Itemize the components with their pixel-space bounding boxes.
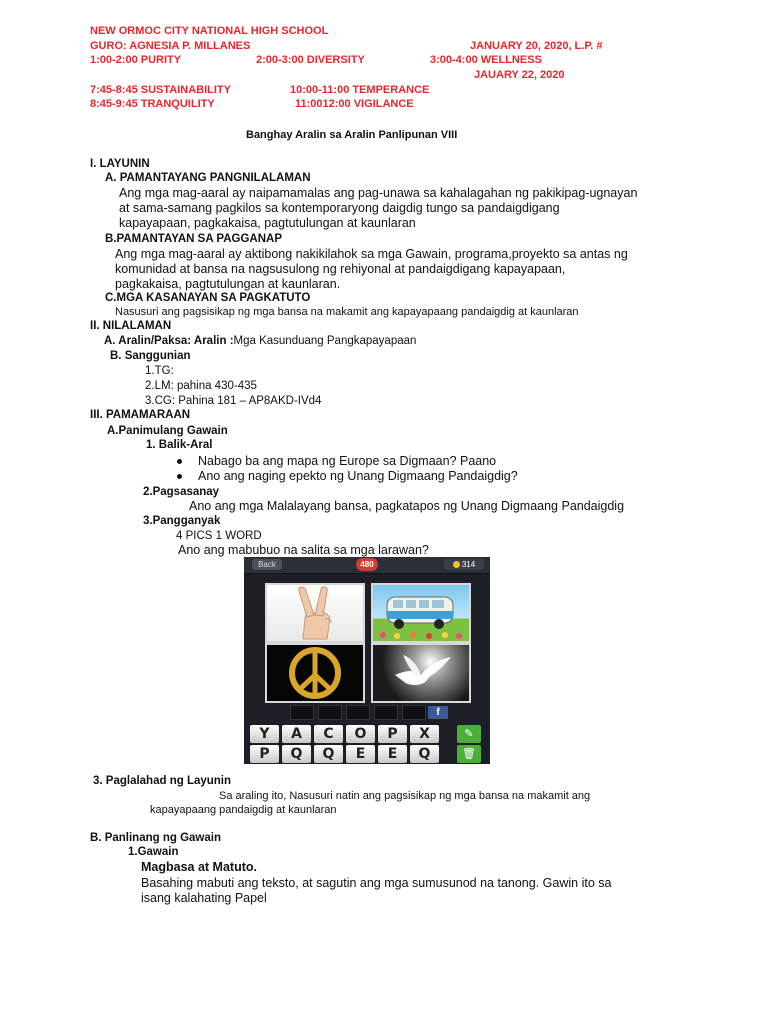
pics-label: 4 PICS 1 WORD <box>176 530 262 542</box>
facebook-icon: f <box>428 706 448 719</box>
teacher-name: GURO: AGNESIA P. MILLANES <box>90 40 251 52</box>
answer-slot <box>318 705 342 720</box>
paragraph-line: kapayapaan, pagkakaisa, pagtutulungan at kaunlaran <box>119 216 416 230</box>
coin-icon <box>453 561 460 568</box>
paragraph-line: pagkakaisa, pagtutulungan at kaunlaran. <box>115 277 341 291</box>
peace-van-icon <box>371 583 471 643</box>
schedule-purity: 1:00-2:00 PURITY <box>90 54 182 66</box>
letter-key: P <box>250 745 279 763</box>
schedule-sustainability: 7:45-8:45 SUSTAINABILITY <box>90 84 231 96</box>
balik-aral-heading: 1. Balik-Aral <box>146 439 213 451</box>
bullet-item: Nabago ba ang mapa ng Europe sa Digmaan? Paano <box>198 454 497 468</box>
school-name: NEW ORMOC CITY NATIONAL HIGH SCHOOL <box>90 25 329 37</box>
aralin-paksa-value: Mga Kasunduang Pangkapayapaan <box>233 335 417 347</box>
letter-key: A <box>282 725 311 743</box>
game-coins <box>444 559 484 570</box>
answer-slot <box>346 705 370 720</box>
aralin-paksa <box>104 334 416 348</box>
letter-key: Q <box>314 745 343 763</box>
paragraph-line: isang kalahating Papel <box>141 891 267 905</box>
section-layunin-heading: I. LAYUNIN <box>90 158 150 170</box>
gawain-heading: 1.Gawain <box>128 846 179 858</box>
reference-item: 3.CG: Pahina 181 – AP8AKD-IVd4 <box>145 395 322 407</box>
letter-key: E <box>346 745 375 763</box>
schedule-tranquility: 8:45-9:45 TRANQUILITY <box>90 98 215 110</box>
pamantayan-sa-pagganap-heading: B.PAMANTAYAN SA PAGGANAP <box>105 233 282 245</box>
paragraph-line: Ang mga mag-aaral ay naipamamalas ang pag-unawa sa kahalagahan ng pakikipag-ugnayan <box>119 186 638 200</box>
game-level-badge: 480 <box>356 558 378 571</box>
paragraph-line: Ang mga mag-aaral ay aktibong nakikilahok sa mga Gawain, programa,proyekto sa antas ng <box>115 247 628 261</box>
section-pamamaraan-heading: III. PAMAMARAAN <box>90 409 191 421</box>
lesson-date: JANUARY 20, 2020, L.P. # <box>470 40 603 52</box>
peace-symbol-icon <box>265 643 365 703</box>
letter-key: Y <box>250 725 279 743</box>
paragraph-line: Sa araling ito, Nasusuri natin ang pagsisikap ng mga bansa na makamit ang <box>219 790 591 802</box>
reference-item: 1.TG: <box>145 365 174 377</box>
kasanayan-text: Nasusuri ang pagsisikap ng mga bansa na makamit ang kapayapaang pandaigdig at kaunlaran <box>115 306 579 318</box>
aralin-paksa-label: A. Aralin/Paksa: Aralin : <box>104 335 234 347</box>
four-pics-one-word-image <box>244 557 490 764</box>
bullet-item: Ano ang naging epekto ng Unang Digmaang Pandaigdig? <box>198 469 518 483</box>
letter-key: P <box>378 725 407 743</box>
schedule-vigilance: 11:0012:00 VIGILANCE <box>295 98 414 110</box>
schedule-diversity: 2:00-3:00 DIVERSITY <box>256 54 365 66</box>
pamantayang-pangnilalaman-heading: A. PAMANTAYANG PANGNILALAMAN <box>105 172 311 184</box>
paragraph-line: kapayapaang pandaigdig at kaunlaran <box>150 804 337 816</box>
magbasa-heading: Magbasa at Matuto. <box>141 860 257 874</box>
section-nilalaman-heading: II. NILALAMAN <box>90 320 172 332</box>
answer-slot <box>402 705 426 720</box>
letter-key: X <box>410 725 439 743</box>
letter-key: C <box>314 725 343 743</box>
pagsasanay-heading: 2.Pagsasanay <box>143 486 220 498</box>
paragraph-line: komunidad at bansa na nagsusulong ng rehiyonal at pandaigdigang kapayapaan, <box>115 262 566 276</box>
letter-key: O <box>346 725 375 743</box>
hint-icon: ✎ <box>457 725 481 743</box>
bullet-icon <box>177 474 182 479</box>
answer-slot <box>374 705 398 720</box>
pangganyak-heading: 3.Pangganyak <box>143 515 221 527</box>
sanggunian-heading: B. Sanggunian <box>110 350 191 362</box>
schedule-wellness: 3:00-4:00 WELLNESS <box>430 54 542 66</box>
second-date: JAUARY 22, 2020 <box>474 69 565 81</box>
game-topbar <box>244 557 490 574</box>
answer-slot <box>290 705 314 720</box>
bullet-icon <box>177 459 182 464</box>
hand-peace-sign-icon <box>265 583 365 643</box>
reference-item: 2.LM: pahina 430-435 <box>145 380 257 392</box>
schedule-temperance: 10:00-11:00 TEMPERANCE <box>290 84 430 96</box>
paragraph-line: at sama-samang pagkilos sa kontemporaryong daigdig tungo sa pandaigdigang <box>119 201 560 215</box>
letter-key: Q <box>410 745 439 763</box>
paragraph-line: Basahing mabuti ang teksto, at sagutin ang mga sumusunod na tanong. Gawin ito sa <box>141 876 612 890</box>
panlinang-heading: B. Panlinang ng Gawain <box>90 832 221 844</box>
game-back-button: Back <box>252 559 282 570</box>
trash-icon: 🗑 <box>457 745 481 763</box>
white-dove-icon <box>371 643 471 703</box>
kasanayan-heading: C.MGA KASANAYAN SA PAGKATUTO <box>105 292 311 304</box>
letter-key: Q <box>282 745 311 763</box>
pics-question: Ano ang mabubuo na salita sa mga larawan? <box>178 543 429 557</box>
panimulang-gawain-heading: A.Panimulang Gawain <box>107 425 228 437</box>
letter-key: E <box>378 745 407 763</box>
document-title: Banghay Aralin sa Aralin Panlipunan VIII <box>246 129 458 141</box>
paglalahad-heading: 3. Paglalahad ng Layunin <box>93 775 232 787</box>
pagsasanay-text: Ano ang mga Malalayang bansa, pagkatapos ng Unang Digmaang Pandaigdig <box>189 499 625 513</box>
coin-count: 314 <box>461 560 476 569</box>
